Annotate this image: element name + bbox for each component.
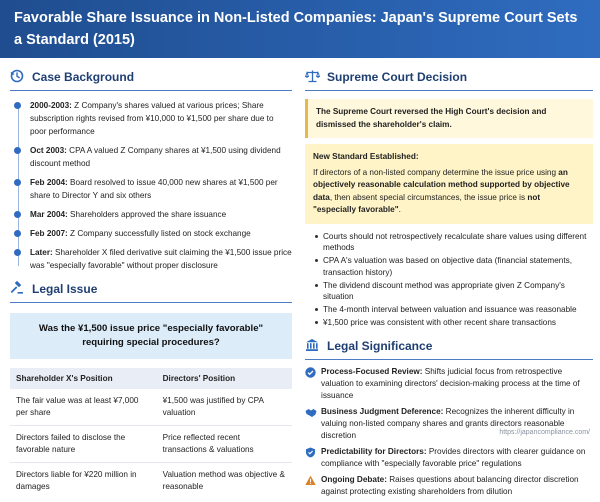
scales-icon (305, 69, 321, 85)
table-row (10, 463, 292, 500)
significance-label: Process-Focused Review: (321, 366, 423, 376)
footer-url[interactable]: https://japancompliance.com/ (499, 429, 590, 436)
timeline-date: Later: (30, 248, 53, 257)
institution-icon (305, 338, 321, 354)
standard-text-part: If directors of a non-listed company determine the issue price using (313, 167, 559, 177)
legal-significance-title: Legal Significance (327, 338, 433, 353)
timeline-date: Mar 2004: (30, 210, 68, 219)
significance-text (321, 446, 593, 470)
timeline-item (30, 176, 292, 202)
case-background-title: Case Background (32, 70, 135, 84)
table-header-row (10, 368, 292, 389)
timeline-dot (14, 179, 21, 186)
table-cell: ¥1,500 was justified by CPA valuation (157, 389, 292, 426)
significance-desc: Shifts judicial focus from retrospective valuation to examining directors' decision-making process at the time of issuance (321, 366, 580, 400)
significance-label: Predictability for Directors: (321, 446, 427, 456)
list-item: The 4-month interval between valuation and issuance was reasonable (315, 304, 593, 316)
history-icon (10, 69, 26, 85)
list-item: CPA A's valuation was based on objective data (financial statements, transaction history) (315, 255, 593, 278)
timeline-dot (14, 211, 21, 218)
table-cell: Directors failed to disclose the favorable nature (10, 426, 157, 463)
case-background-heading (10, 66, 292, 88)
timeline-item (30, 144, 292, 170)
section-divider (10, 302, 292, 303)
timeline-item (30, 227, 292, 240)
timeline-text: Shareholder X filed derivative suit claiming the ¥1,500 issue price was "especially favorable" without proper disclosure (30, 248, 292, 270)
page-header (0, 0, 600, 58)
significance-desc: Provides directors with clearer guidance on compliance with "especially favorable price" regulations (321, 446, 586, 468)
timeline-item (30, 208, 292, 221)
new-standard-box (305, 144, 593, 224)
positions-table (10, 368, 292, 499)
section-divider (305, 359, 593, 360)
legal-issue-title: Legal Issue (32, 282, 98, 296)
decision-reasons-list (305, 231, 593, 329)
standard-text (313, 168, 570, 215)
timeline-date: Feb 2007: (30, 229, 68, 238)
standard-text-bold: an objectively reasonable calculation method supported by objective data (313, 167, 570, 202)
legal-significance-heading (305, 335, 593, 357)
section-divider (10, 90, 292, 91)
page-title: Favorable Share Issuance in Non-Listed Companies: Japan's Supreme Court Sets a Standard (2015) (14, 10, 578, 48)
significance-desc: Raises questions about balancing director discretion against protecting existing shareholders from dilution (321, 474, 579, 496)
supreme-court-decision-heading (305, 66, 593, 88)
left-column (10, 66, 292, 499)
table-row (10, 426, 292, 463)
new-standard-label: New Standard Established: (313, 152, 419, 161)
timeline-text: Shareholders approved the share issuance (67, 210, 227, 219)
table-cell: The fair value was at least ¥7,000 per share (10, 389, 157, 426)
decision-summary: The Supreme Court reversed the High Court's decision and dismissed the shareholder's claim. (305, 99, 593, 138)
table-row (10, 389, 292, 426)
significance-text (321, 366, 593, 402)
table-cell: Directors liable for ¥220 million in damages (16, 470, 137, 491)
significance-text (321, 474, 593, 498)
significance-label: Ongoing Debate: (321, 474, 387, 484)
shield-icon (305, 447, 316, 458)
legal-question-box: Was the ¥1,500 issue price "especially favorable" requiring special procedures? (10, 313, 292, 359)
table-cell: Valuation method was objective & reasonable (162, 470, 285, 491)
case-timeline (10, 99, 292, 272)
timeline-dot (14, 249, 21, 256)
significance-desc: Recognizes the inherent difficulty in valuing non-listed company shares and grants directors reasonable discretion (321, 406, 575, 440)
table-header-shareholder: Shareholder X's Position (10, 368, 157, 389)
supreme-court-decision-title: Supreme Court Decision (327, 70, 468, 84)
timeline-dot (14, 102, 21, 109)
timeline-dot (14, 230, 21, 237)
significance-label: Business Judgment Deference: (321, 406, 444, 416)
legal-issue-heading (10, 278, 292, 300)
timeline-date: Oct 2003: (30, 146, 67, 155)
significance-text (321, 406, 593, 442)
table-cell: Price reflected recent transactions & valuations (157, 426, 292, 463)
timeline-text: Z Company's shares valued at various prices; Share subscription rights revised from ¥10,000 to ¥1,500 per share due to poor performance (30, 101, 274, 136)
significance-item (305, 406, 593, 442)
standard-text-part: , then absent special circumstances, the issue price is (329, 192, 528, 202)
significance-item (305, 366, 593, 402)
timeline-item (30, 99, 292, 138)
timeline-text: Board resolved to issue 40,000 new shares at ¥1,500 per share to Director Y and six others (30, 178, 278, 200)
timeline-text: Z Company successfully listed on stock exchange (67, 229, 251, 238)
check-circle-icon (305, 367, 316, 378)
right-column (305, 66, 593, 502)
handshake-icon (305, 407, 316, 418)
timeline-dot (14, 147, 21, 154)
table-header-directors: Directors' Position (157, 368, 292, 389)
warning-icon (305, 475, 316, 486)
gavel-icon (10, 281, 26, 297)
standard-text-bold: not "especially favorable" (313, 192, 541, 214)
section-divider (305, 90, 593, 91)
list-item: Courts should not retrospectively recalculate share values using different methods (315, 231, 593, 254)
list-item: The dividend discount method was appropriate given Z Company's situation (315, 280, 593, 303)
timeline-date: 2000-2003: (30, 101, 72, 110)
significance-item (305, 474, 593, 498)
timeline-item (30, 246, 292, 272)
significance-item (305, 446, 593, 470)
timeline-date: Feb 2004: (30, 178, 68, 187)
timeline-text: CPA A valued Z Company shares at ¥1,500 using dividend discount method (30, 146, 281, 168)
list-item: ¥1,500 price was consistent with other recent share transactions (315, 317, 593, 329)
standard-text-part: . (398, 205, 401, 214)
